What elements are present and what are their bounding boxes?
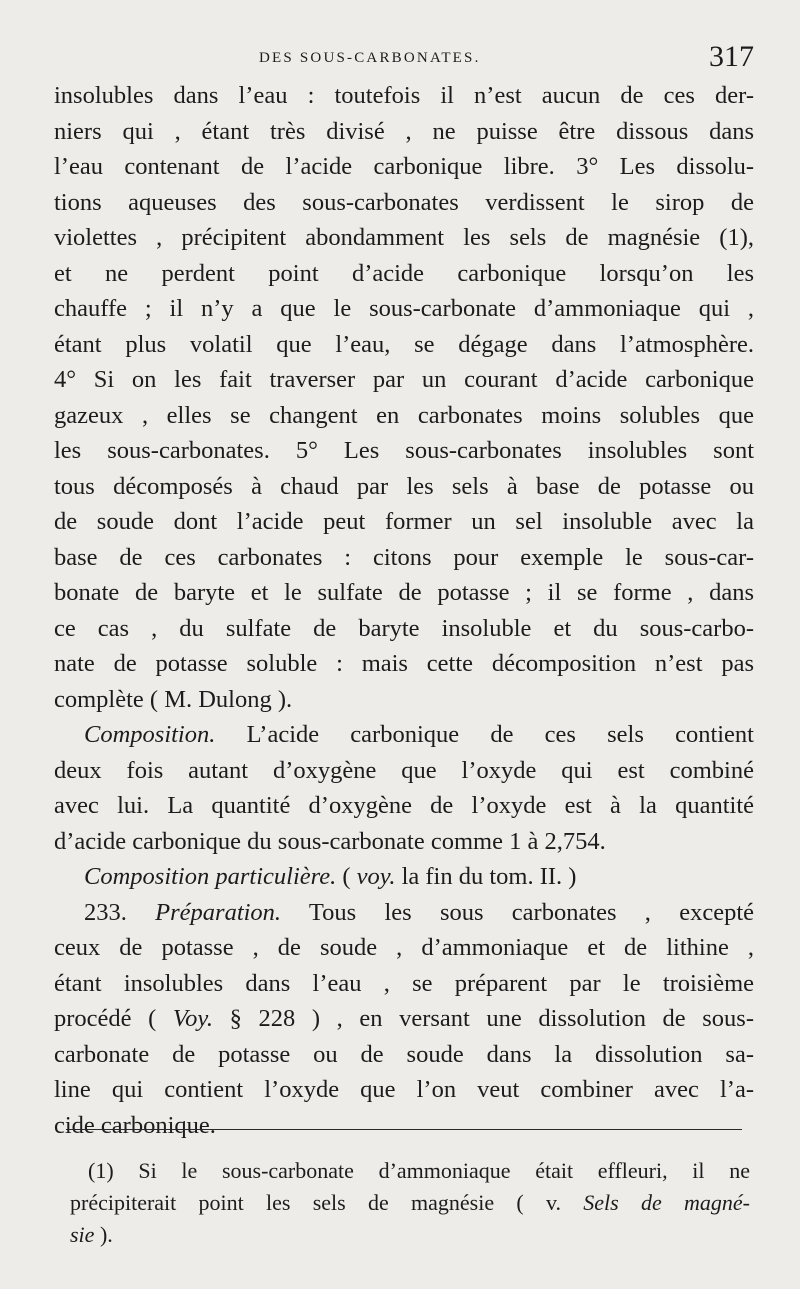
text-line: 4° Si on les fait traverser par un courant d’acide carbonique	[54, 366, 754, 393]
text-segment: précipiterait point les sels de magnésie ( v.	[70, 1190, 584, 1215]
text-line: les sous-carbonates. 5° Les sous-carbonates insolubles sont	[54, 437, 754, 464]
text-line: ceux de potasse , de soude , d’ammoniaque et de lithine ,	[54, 934, 754, 961]
text-line: de soude dont l’acide peut former un sel insoluble avec la	[54, 508, 754, 535]
text-line: étant plus volatil que l’eau, se dégage dans l’atmosphère.	[54, 330, 754, 358]
composition-particuliere-line	[54, 859, 754, 895]
text-line: chauffe ; il n’y a que le sous-carbonate d’ammoniaque qui ,	[54, 295, 754, 322]
text-line: base de ces carbonates : citons pour exemple le sous-car-	[54, 543, 754, 571]
composition-paragraph-start	[54, 717, 754, 753]
section-number: 233.	[84, 898, 127, 926]
text-line: ce cas , du sulfate de baryte insoluble et du sous-carbo-	[54, 614, 754, 642]
text-line: gazeux , elles se changent en carbonates moins solubles que	[54, 401, 754, 429]
composition-particuliere-label: Composition particulière.	[84, 863, 337, 890]
text-line: bonate de baryte et le sulfate de potasse ; il se forme , dans	[54, 579, 754, 606]
preparation-label: Préparation.	[155, 898, 282, 926]
running-head: DES SOUS-CARBONATES.	[259, 50, 481, 66]
text-line: carbonate de potasse ou de soude dans la dissolution sa-	[54, 1040, 754, 1068]
voy-abbrev: Voy.	[172, 1005, 214, 1032]
text-line: complète ( M. Dulong ).	[54, 685, 293, 713]
italic-reference: sie	[70, 1222, 95, 1247]
text-segment: procédé (	[54, 1005, 173, 1032]
voy-abbrev: voy.	[356, 863, 396, 890]
preparation-paragraph-start	[54, 895, 754, 931]
text-line: line qui contient l’oxyde que l’on veut combiner avec l’a-	[54, 1076, 754, 1103]
page-number: 317	[709, 40, 754, 73]
text-line: niers qui , étant très divisé , ne puisse être dissous dans	[54, 117, 754, 145]
text-line-with-reference	[54, 1001, 754, 1037]
text-line: insolubles dans l’eau : toutefois il n’est aucun de ces der-	[54, 82, 754, 109]
paren-open: (	[336, 863, 357, 890]
composition-label: Composition.	[84, 721, 216, 748]
italic-reference: Sels de magné-	[583, 1190, 750, 1215]
text-segment: § 228 ) , en versant une dissolution de sous-	[213, 1005, 754, 1032]
text-line: tous décomposés à chaud par les sels à base de potasse ou	[54, 472, 754, 500]
composition-text: L’acide carbonique de ces sels contient	[215, 721, 754, 748]
footnote-line	[70, 1219, 750, 1251]
text-line: d’acide carbonique du sous-carbonate comme 1 à 2,754.	[54, 827, 606, 855]
text-line: étant insolubles dans l’eau , se préparent par le troisième	[54, 969, 754, 997]
main-text	[54, 78, 754, 1143]
footnote-line: (1) Si le sous-carbonate d’ammoniaque était effleuri, il ne	[88, 1158, 750, 1183]
text-line: nate de potasse soluble : mais cette décomposition n’est pas	[54, 650, 754, 677]
text-line: tions aqueuses des sous-carbonates verdissent le sirop de	[54, 188, 754, 216]
footnote-line	[70, 1187, 750, 1219]
reference-text: la fin du tom. II. )	[395, 863, 577, 890]
footnote	[70, 1155, 750, 1251]
page-header	[54, 40, 754, 80]
text-line: l’eau contenant de l’acide carbonique libre. 3° Les dissolu-	[54, 153, 754, 180]
text-line: deux fois autant d’oxygène que l’oxyde qui est combiné	[54, 756, 754, 784]
text-segment: ).	[94, 1222, 113, 1247]
footnote-divider	[66, 1129, 742, 1130]
preparation-text: Tous les sous carbonates , excepté	[281, 898, 755, 926]
text-line: avec lui. La quantité d’oxygène de l’oxyde est à la quantité	[54, 792, 754, 819]
text-line: violettes , précipitent abondamment les sels de magnésie (1),	[54, 224, 754, 251]
text-line: et ne perdent point d’acide carbonique lorsqu’on les	[54, 259, 754, 287]
text-line: cide carbonique.	[54, 1111, 216, 1139]
